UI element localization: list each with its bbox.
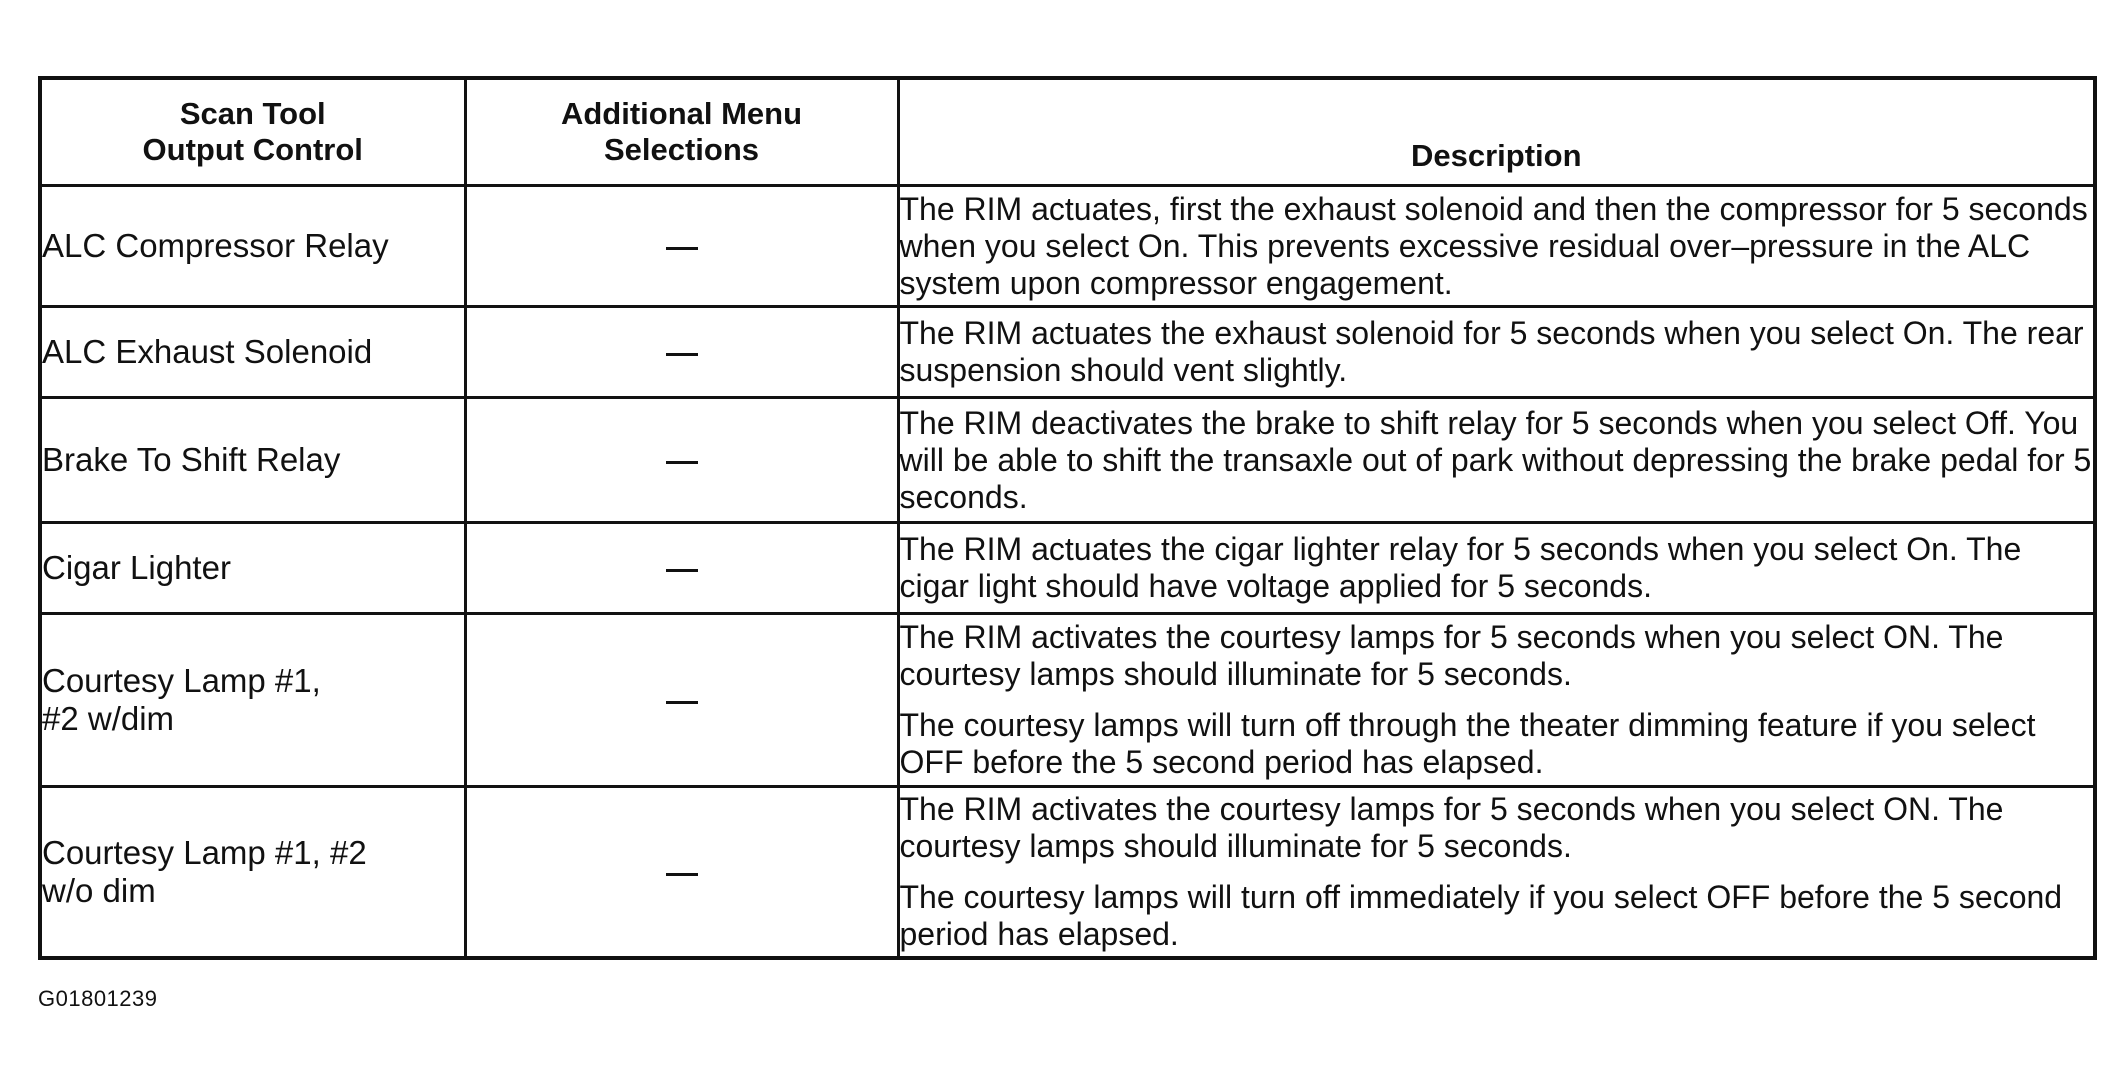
header-col2-line1: Additional Menu <box>560 96 803 131</box>
description-cell <box>898 787 2095 959</box>
header-col1-line2: Output Control <box>142 132 363 167</box>
description-cell <box>898 307 2095 398</box>
description-paragraph: The RIM actuates, first the exhaust solenoid and then the compressor for 5 seconds when you select On. This prevents excessive residual over–pressure in the ALC system upon compressor engagement. <box>899 190 2088 301</box>
menu-selection-dash <box>666 353 698 356</box>
description-paragraph: The RIM deactivates the brake to shift relay for 5 seconds when you select Off. You will be able to shift the transaxle out of park without depressing the brake pedal for 5 seconds. <box>899 404 2092 515</box>
output-control-cell: ALC Exhaust Solenoid <box>40 307 465 398</box>
description-cell <box>898 523 2095 614</box>
description-paragraph: The RIM activates the courtesy lamps for 5 seconds when you select ON. The courtesy lamps should illuminate for 5 seconds. <box>899 619 2004 692</box>
menu-selection-dash <box>666 873 698 876</box>
table-row <box>40 523 2095 614</box>
menu-selection-cell <box>465 307 898 398</box>
output-control-line2: #2 w/dim <box>42 700 175 737</box>
output-control-cell: Cigar Lighter <box>40 523 465 614</box>
table-row <box>40 614 2095 787</box>
description-paragraph: The RIM actuates the exhaust solenoid for 5 seconds when you select On. The rear suspension should vent slightly. <box>899 315 2084 388</box>
output-control-cell <box>40 614 465 787</box>
header-scan-tool-output-control <box>40 78 465 186</box>
table-header-row <box>40 78 2095 186</box>
menu-selection-cell <box>465 787 898 959</box>
table-row <box>40 398 2095 523</box>
description-paragraph: The courtesy lamps will turn off through the theater dimming feature if you select OFF before the 5 second period has elapsed. <box>899 707 2036 780</box>
header-description: Description <box>898 78 2095 186</box>
description-paragraph: The RIM activates the courtesy lamps for 5 seconds when you select ON. The courtesy lamps should illuminate for 5 seconds. <box>899 791 2004 864</box>
table-row <box>40 307 2095 398</box>
output-control-line2: w/o dim <box>42 872 156 909</box>
description-paragraph: The courtesy lamps will turn off immediately if you select OFF before the 5 second period has elapsed. <box>899 879 2063 952</box>
output-control-cell: Brake To Shift Relay <box>40 398 465 523</box>
description-cell <box>898 614 2095 787</box>
menu-selection-cell <box>465 523 898 614</box>
header-additional-menu-selections <box>465 78 898 186</box>
menu-selection-cell <box>465 186 898 307</box>
header-col1-line1: Scan Tool <box>179 96 326 131</box>
figure-id: G01801239 <box>38 986 158 1011</box>
description-paragraph: The RIM actuates the cigar lighter relay for 5 seconds when you select On. The cigar light should have voltage applied for 5 seconds. <box>899 531 2022 604</box>
table-row <box>40 186 2095 307</box>
menu-selection-dash <box>666 461 698 464</box>
description-cell <box>898 398 2095 523</box>
output-control-line1: Courtesy Lamp #1, #2 <box>42 834 367 871</box>
scan-tool-output-control-table <box>38 76 2097 960</box>
menu-selection-dash <box>666 247 698 250</box>
output-control-cell <box>40 787 465 959</box>
menu-selection-cell <box>465 398 898 523</box>
table-row <box>40 787 2095 959</box>
description-cell <box>898 186 2095 307</box>
output-control-cell: ALC Compressor Relay <box>40 186 465 307</box>
header-col2-line2: Selections <box>603 132 760 167</box>
menu-selection-cell <box>465 614 898 787</box>
menu-selection-dash <box>666 569 698 572</box>
output-control-line1: Courtesy Lamp #1, <box>42 662 321 699</box>
menu-selection-dash <box>666 701 698 704</box>
